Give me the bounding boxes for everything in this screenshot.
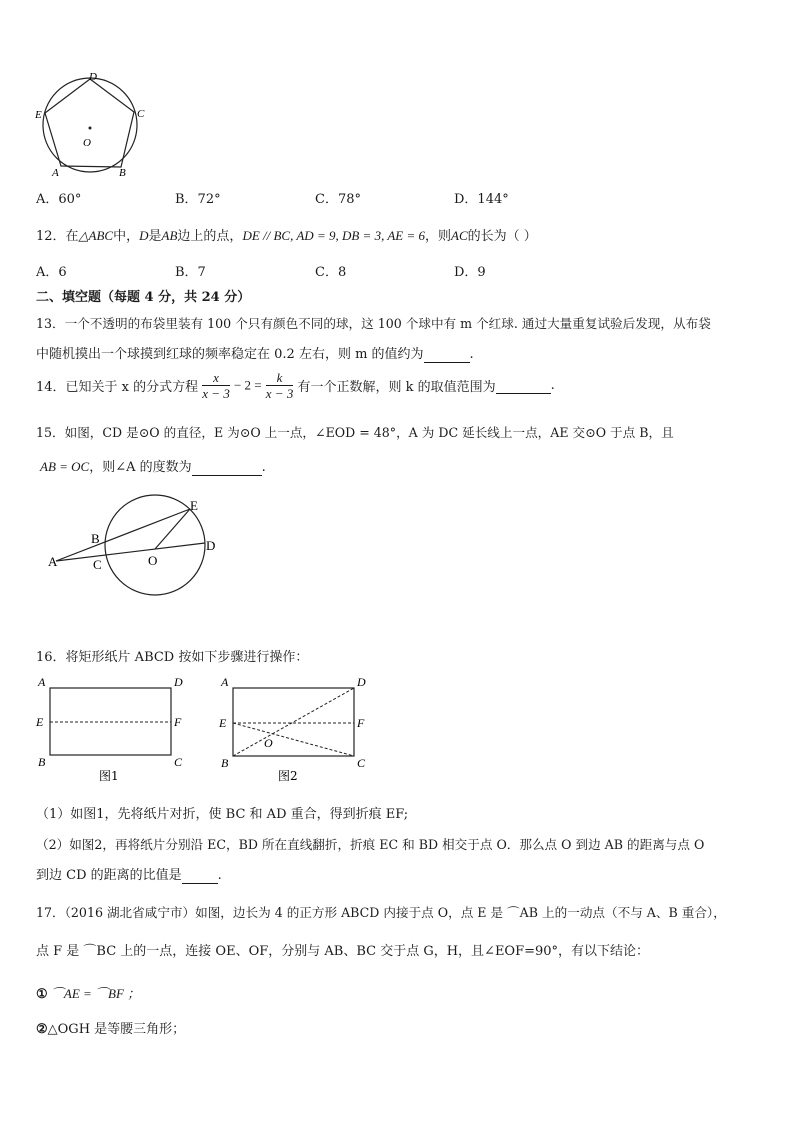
label-B: B <box>119 167 126 179</box>
q12-option-c: C．8 <box>315 265 347 280</box>
q17-conclusion-1 <box>36 983 140 1002</box>
q16-figure-2 <box>216 672 376 788</box>
q12-triangle: △ABC <box>78 228 114 243</box>
center-dot <box>89 127 92 130</box>
q12-option-d: D．9 <box>454 265 486 280</box>
label-D: D <box>357 675 366 689</box>
q17-c1-number: ① <box>36 987 48 1002</box>
q16-text: 到边 CD 的距离的比值是 <box>36 868 182 883</box>
q11-option-d: D．144° <box>454 192 509 207</box>
q14-frac2-numerator: k <box>266 370 294 386</box>
label-A: A <box>48 554 58 569</box>
q14-fraction-right <box>266 370 294 401</box>
label-C: C <box>137 108 145 120</box>
q14-question <box>36 370 555 401</box>
q13-period: . <box>469 347 474 362</box>
q11-option-c: C．78° <box>315 192 361 207</box>
label-C: C <box>357 756 366 770</box>
q12-text: 边上的点， <box>177 229 243 244</box>
label-B: B <box>221 756 229 770</box>
q12-option-a: A．6 <box>36 265 67 280</box>
q12-segment-ab: AB <box>161 228 178 243</box>
label-O: O <box>83 137 91 149</box>
q16-step2-line1: （2）如图2，再将纸片分别沿 EC，BD 所在直线翻折，折痕 EC 和 BD 相交于点 O．那么点 O 到边 AB 的距离与点 O <box>36 837 705 852</box>
label-A: A <box>52 167 59 179</box>
label-E: E <box>219 716 227 730</box>
q15-period: . <box>261 460 266 475</box>
label-C: C <box>93 557 102 572</box>
label-F: F <box>357 716 365 730</box>
q17-c2-text: △OGH 是等腰三角形； <box>47 1022 186 1037</box>
q14-period: . <box>550 378 555 393</box>
q17-c2-number: ② <box>36 1022 48 1037</box>
q15-line2 <box>40 456 266 476</box>
q12-point-d: D <box>139 228 149 243</box>
q11-option-b: B．72° <box>175 192 221 207</box>
label-E: E <box>190 498 198 513</box>
q13-answer-blank[interactable] <box>424 347 470 363</box>
q14-frac2-denominator: x − 3 <box>265 386 294 401</box>
q16-figure-1 <box>34 672 194 788</box>
section-heading: 二、填空题（每题 4 分，共 24 分） <box>36 290 251 305</box>
q14-prefix: 14．已知关于 x 的分式方程 <box>36 380 199 395</box>
label-B: B <box>38 755 46 769</box>
q14-fraction-left <box>202 370 230 401</box>
q17-line1: 17．（2016 湖北省咸宁市）如图，边长为 4 的正方形 ABCD 内接于点 O，点 E 是 ⌒AB 上的一动点（不与 A、B 重合）， <box>36 905 726 920</box>
q16-answer-blank[interactable] <box>182 868 218 884</box>
q15-condition: AB = OC <box>40 459 90 474</box>
q16-step1: （1）如图1，先将纸片对折，使 BC 和 AD 重合，得到折痕 EF; <box>36 807 409 822</box>
label-D: D <box>206 538 216 553</box>
q12-text: 是 <box>148 229 162 244</box>
figure-caption: 图1 <box>99 769 119 783</box>
label-O: O <box>264 736 273 750</box>
line-oe <box>155 509 190 549</box>
q12-text: 的长为（ ） <box>467 229 537 244</box>
q12-text: 中， <box>113 229 140 244</box>
q14-operator: − 2 = <box>233 377 262 393</box>
q15-circle-figure <box>40 492 230 604</box>
q12-segment-ac: AC <box>451 228 468 243</box>
label-E: E <box>35 109 42 121</box>
q13-line2 <box>36 343 474 363</box>
figure-caption: 图2 <box>278 769 298 783</box>
fold-line-bd <box>233 688 354 756</box>
label-F: F <box>174 715 182 729</box>
q11-pentagon-figure <box>30 72 155 180</box>
q13-line1: 13．一个不透明的布袋里装有 100 个只有颜色不同的球，这 100 个球中有 m 个红球. 通过大量重复试验后发现，从布袋 <box>36 316 711 331</box>
q16-intro: 16．将矩形纸片 ABCD 按如下步骤进行操作： <box>36 650 309 665</box>
q16-period: . <box>217 868 222 883</box>
q14-frac1-numerator: x <box>202 370 230 386</box>
q15-line1: 15．如图，CD 是⊙O 的直径，E 为⊙O 上一点，∠EOD = 48°，A 为 DC 延长线上一点，AE 交⊙O 于点 B，且 <box>36 425 674 440</box>
q12-text: ，则 <box>425 229 452 244</box>
q17-conclusion-2 <box>36 1018 185 1037</box>
q15-text: ，则∠A 的度数为 <box>89 460 192 475</box>
label-D: D <box>174 675 183 689</box>
label-A: A <box>221 675 229 689</box>
label-E: E <box>36 715 44 729</box>
label-D: D <box>89 72 97 83</box>
q12-option-b: B．7 <box>175 265 206 280</box>
q14-frac1-denominator: x − 3 <box>202 386 230 401</box>
q15-answer-blank[interactable] <box>192 460 262 476</box>
q11-option-a: A．60° <box>36 192 82 207</box>
label-B: B <box>91 531 100 546</box>
q14-answer-blank[interactable] <box>496 378 551 394</box>
q16-step2-line2 <box>36 864 222 884</box>
q12-question <box>36 225 537 244</box>
q12-prefix: 12．在 <box>36 229 79 244</box>
q17-line2: 点 F 是 ⌒BC 上的一点，连接 OE、OF，分别与 AB、BC 交于点 G，H，且∠EOF=90°，有以下结论： <box>36 944 650 959</box>
q13-text: 中随机摸出一个球摸到红球的频率稳定在 0.2 左右，则 m 的值约为 <box>36 347 424 362</box>
label-A: A <box>38 675 46 689</box>
label-C: C <box>174 755 183 769</box>
label-O: O <box>148 553 158 568</box>
q17-c1-text: ⌒AE = ⌒BF ； <box>47 986 141 1001</box>
fold-line-ec <box>233 723 354 756</box>
q12-condition: DE // BC, AD = 9, DB = 3, AE = 6 <box>242 228 425 243</box>
pentagon-outline <box>45 79 134 167</box>
q14-text: 有一个正数解，则 k 的取值范围为 <box>297 380 496 395</box>
